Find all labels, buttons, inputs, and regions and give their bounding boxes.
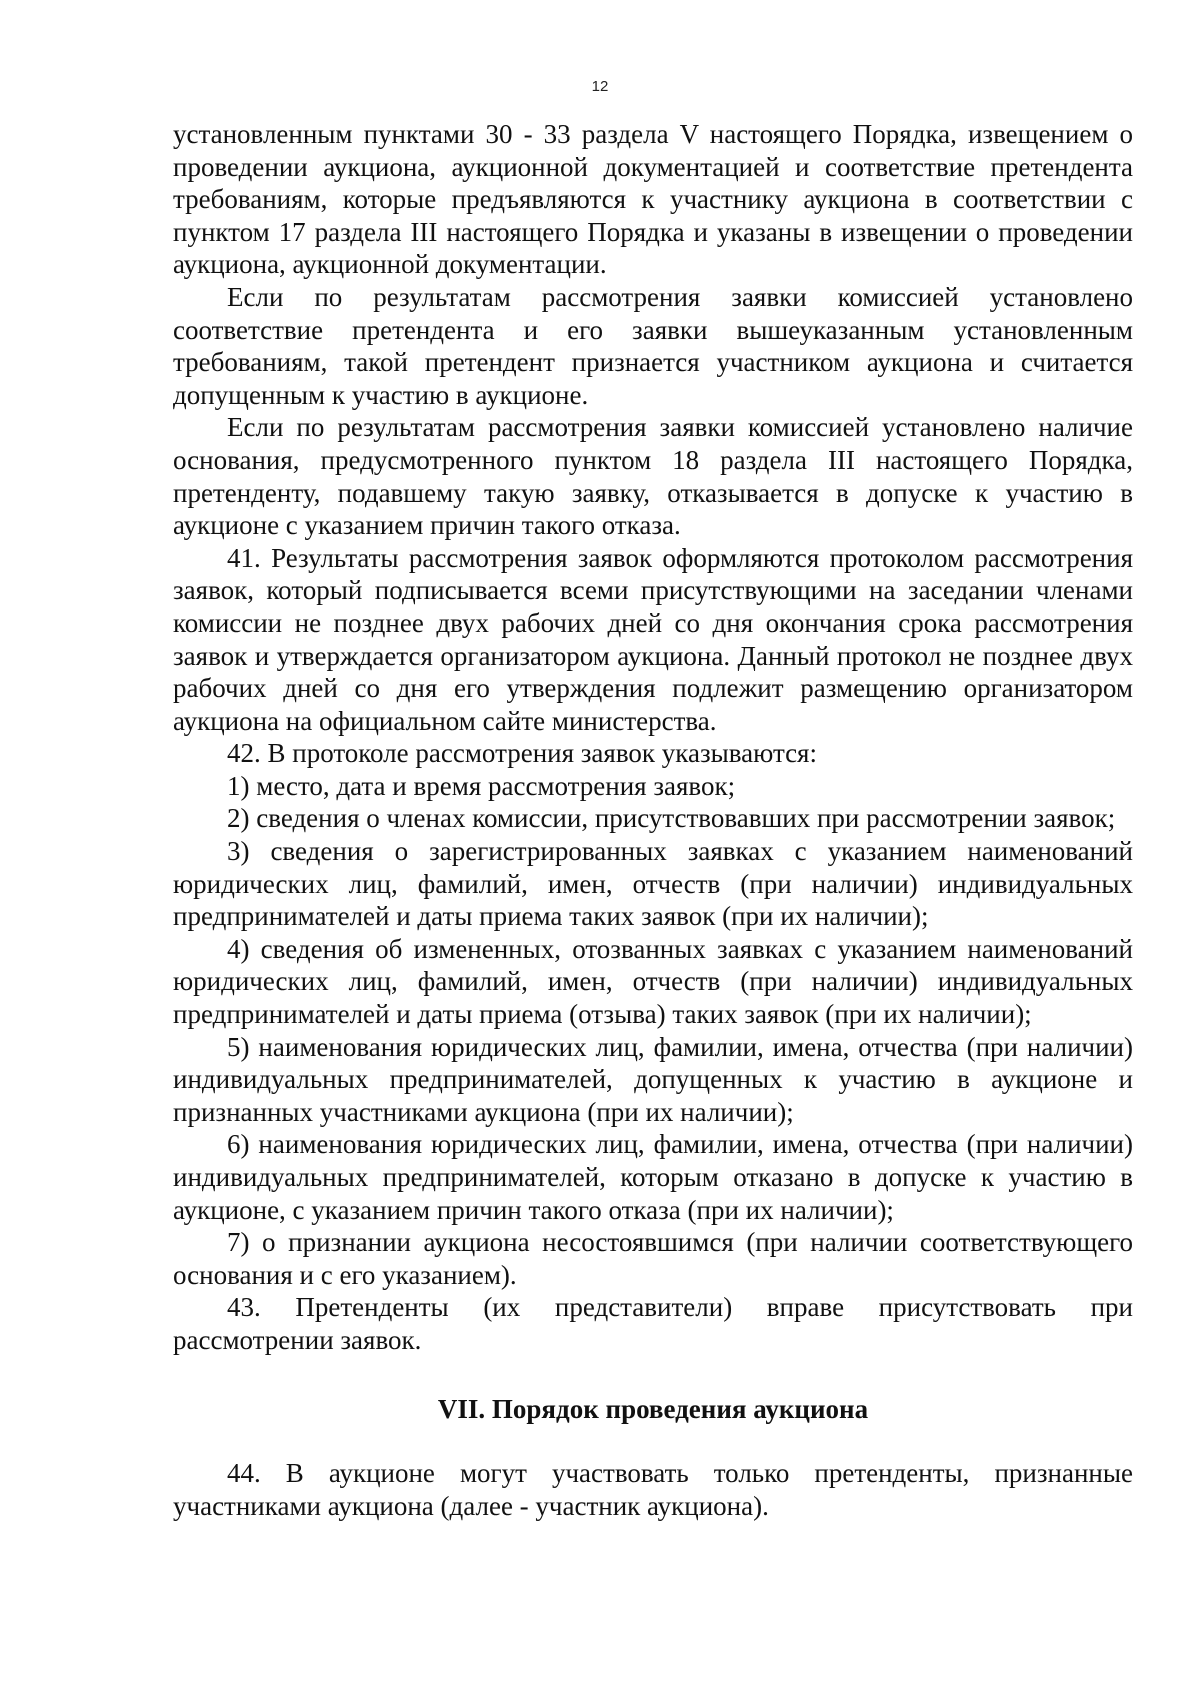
section-heading: VII. Порядок проведения аукциона — [437, 1393, 869, 1424]
list-item: 1) место, дата и время рассмотрения заявок; — [227, 770, 736, 801]
list-item: 5) наименования юридических лиц, фамилии, имена, отчества (при наличии) индивидуальных предпринимателей, допущенных к участию в аукционе и признанных участниками аукциона (при их наличии); — [173, 1031, 1133, 1127]
paragraph: Если по результатам рассмотрения заявки комиссией установлено соответствие претендента и его заявки вышеуказанным установленным требованиям, такой претендент признается участником аукциона и считается допущенным к участию в аукционе. — [173, 281, 1133, 410]
document-body — [173, 118, 1133, 1522]
list-item: 6) наименования юридических лиц, фамилии, имена, отчества (при наличии) индивидуальных предпринимателей, которым отказано в допуске к участию в аукционе, с указанием причин такого отказа (при их наличии); — [173, 1129, 1133, 1225]
paragraph-continuation: установленным пунктами 30 - 33 раздела V настоящего Порядка, извещением о проведении аукциона, аукционной документацией и соответствие претендента требованиям, которые предъявляются к участнику аукциона в соответствии с пунктом 17 раздела III настоящего Порядка и указаны в извещении о проведении аукциона, аукционной документации. — [173, 119, 1133, 280]
list-item: 2) сведения о членах комиссии, присутствовавших при рассмотрении заявок; — [227, 803, 1116, 834]
list-item: 7) о признании аукциона несостоявшимся (при наличии соответствующего основания и с его указанием). — [173, 1227, 1133, 1290]
paragraph-item-44: 44. В аукционе могут участвовать только претенденты, признанные участниками аукциона (далее - участник аукциона). — [173, 1458, 1133, 1521]
paragraph-item-41: 41. Результаты рассмотрения заявок оформляются протоколом рассмотрения заявок, который подписывается всеми присутствующими на заседании членами комиссии не позднее двух рабочих дней со дня окончания срока рассмотрения заявок и утверждается организатором аукциона. Данный протокол не позднее двух рабочих дней со дня его утверждения подлежит размещению организатором аукциона на официальном сайте министерства. — [173, 542, 1133, 736]
paragraph-item-42: 42. В протоколе рассмотрения заявок указываются: — [227, 738, 817, 769]
page-number: 12 — [591, 78, 609, 95]
paragraph-item-43: 43. Претенденты (их представители) вправе присутствовать при рассмотрении заявок. — [173, 1292, 1133, 1355]
paragraph: Если по результатам рассмотрения заявки комиссией установлено наличие основания, предусмотренного пунктом 18 раздела III настоящего Порядка, претенденту, подавшему такую заявку, отказывается в допуске к участию в аукционе с указанием причин такого отказа. — [173, 412, 1133, 541]
list-item: 3) сведения о зарегистрированных заявках с указанием наименований юридических лиц, фамилий, имен, отчеств (при наличии) индивидуальных предпринимателей и даты приема таких заявок (при их наличии); — [173, 836, 1133, 932]
list-item: 4) сведения об измененных, отозванных заявках с указанием наименований юридических лиц, фамилий, имен, отчеств (при наличии) индивидуальных предпринимателей и даты приема (отзыва) таких заявок (при их наличии); — [173, 933, 1133, 1030]
